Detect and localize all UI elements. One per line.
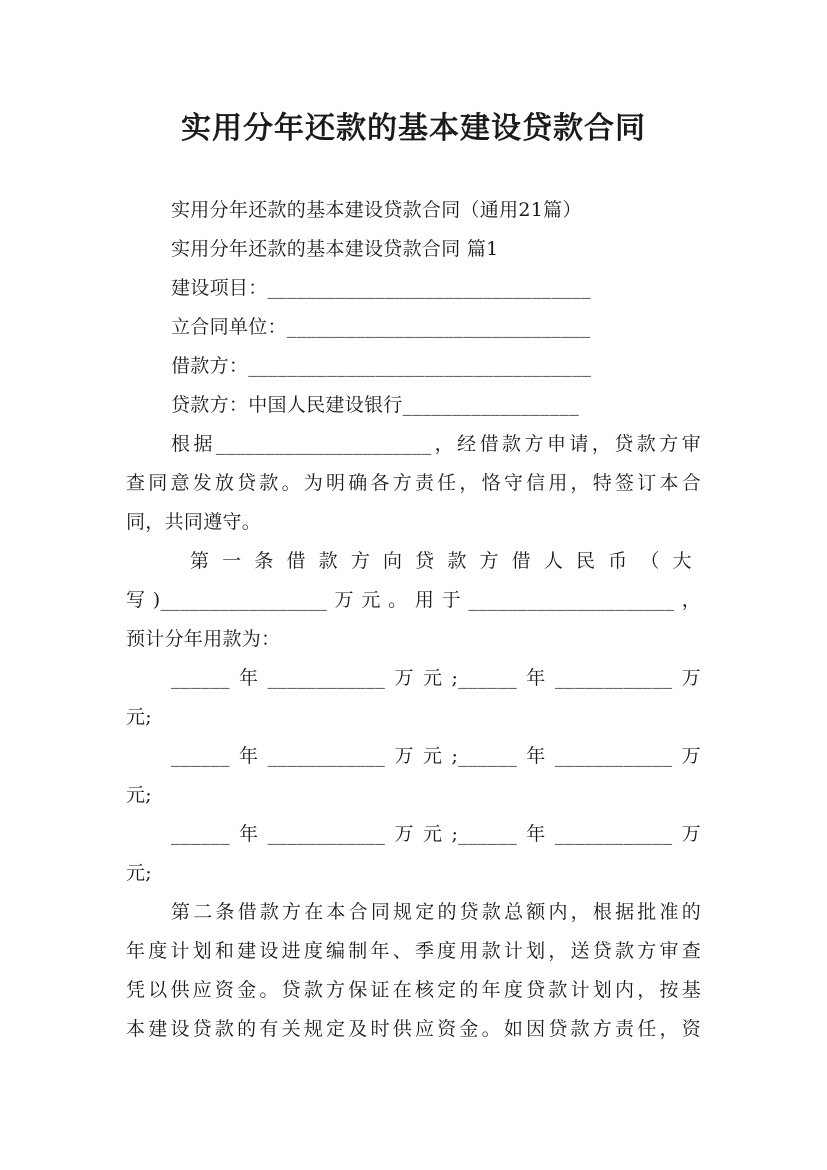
paragraph-line: 根据______________________，经借款方申请，贷款方审 — [171, 433, 701, 455]
schedule-line: 元; — [126, 706, 153, 728]
article-2-line: 凭以供应资金。贷款方保证在核定的年度贷款计划内，按基 — [126, 979, 701, 1001]
field-lender: 贷款方：中国人民建设银行__________________ — [171, 394, 580, 416]
field-borrower: 借款方：___________________________________ — [171, 355, 592, 377]
document-title: 实用分年还款的基本建设贷款合同 — [181, 111, 646, 146]
section-heading: 实用分年还款的基本建设贷款合同 篇1 — [171, 238, 499, 260]
schedule-line: 元; — [126, 862, 153, 884]
subtitle-line: 实用分年还款的基本建设贷款合同（通用21篇） — [171, 199, 582, 221]
paragraph-line: 同，共同遵守。 — [126, 511, 262, 533]
schedule-line: ______年____________万元;______年____________万 — [171, 745, 701, 767]
field-contract-unit: 立合同单位：_______________________________ — [171, 316, 591, 338]
article-2-line: 年度计划和建设进度编制年、季度用款计划，送贷款方审查 — [126, 940, 701, 962]
field-project: 建设项目：_________________________________ — [171, 277, 591, 299]
article-2-line: 本建设贷款的有关规定及时供应资金。如因贷款方责任，资 — [126, 1018, 701, 1040]
paragraph-line: 查同意发放贷款。为明确各方责任，恪守信用，特签订本合 — [126, 472, 701, 494]
schedule-line: 元; — [126, 784, 153, 806]
article-2-line: 第二条借款方在本合同规定的贷款总额内，根据批准的 — [171, 901, 701, 923]
article-1-line: 写)_________________万元。用于_____________________， — [126, 589, 701, 611]
schedule-line: ______年____________万元;______年____________万 — [171, 823, 701, 845]
article-1-line: 预计分年用款为： — [126, 628, 281, 650]
article-1-line: 第一条借款方向贷款方借人民币（大 — [190, 550, 701, 572]
schedule-line: ______年____________万元;______年____________万 — [171, 667, 701, 689]
